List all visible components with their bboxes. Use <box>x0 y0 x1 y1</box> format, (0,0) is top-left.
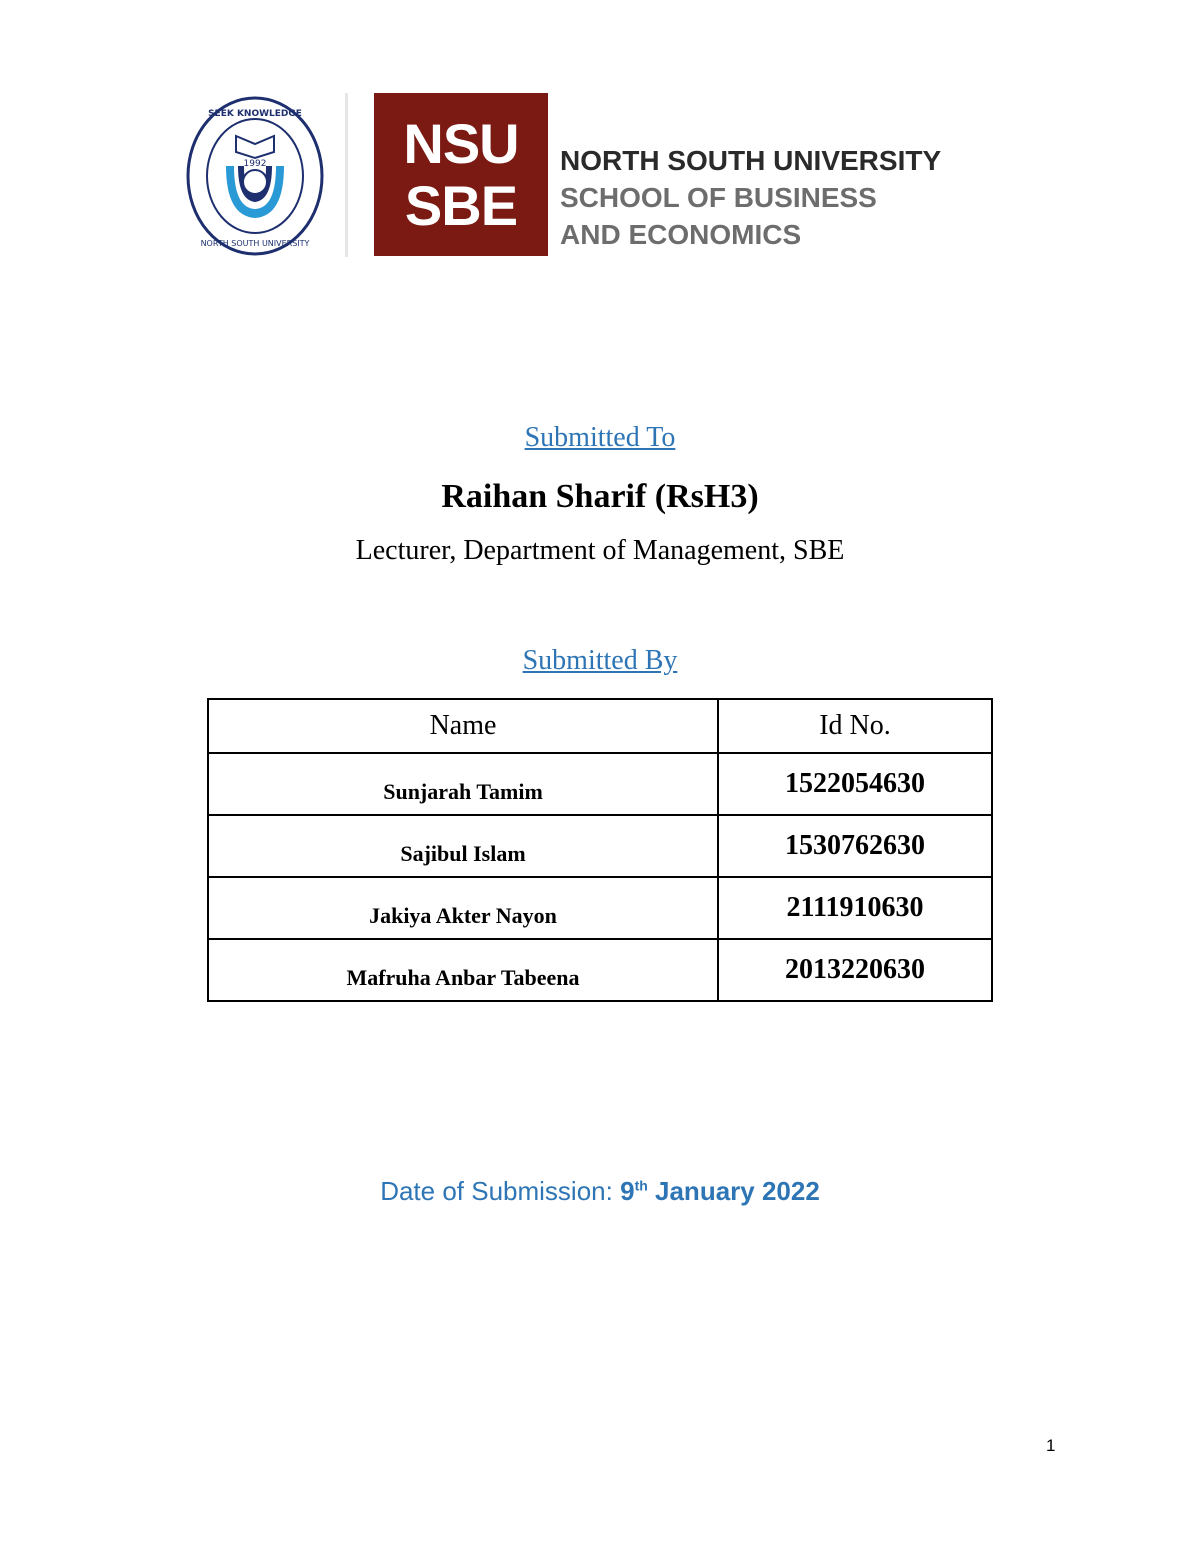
logo-line-nsu: NSU <box>403 111 519 175</box>
table-row <box>208 753 992 815</box>
date-month-year: January 2022 <box>655 1176 820 1206</box>
svg-text:NORTH SOUTH UNIVERSITY: NORTH SOUTH UNIVERSITY <box>200 239 310 248</box>
member-id: 1530762630 <box>785 830 925 861</box>
column-header-id: Id No. <box>718 699 992 753</box>
table-row <box>208 939 992 1001</box>
table-header-row <box>208 699 992 753</box>
submission-date <box>0 1176 1200 1207</box>
member-name: Sajibul Islam <box>400 841 526 866</box>
column-header-name: Name <box>208 699 718 753</box>
nsu-seal-logo <box>186 96 324 256</box>
submitted-to-heading: Submitted To <box>524 422 676 453</box>
recipient-role: Lecturer, Department of Management, SBE <box>355 535 845 566</box>
page-number: 1 <box>1046 1436 1056 1455</box>
recipient-name: Raihan Sharif (RsH3) <box>441 478 759 515</box>
school-name-line1: SCHOOL OF BUSINESS <box>560 182 877 213</box>
member-name: Jakiya Akter Nayon <box>369 903 557 928</box>
logo-line-sbe: SBE <box>404 173 518 237</box>
member-id: 2013220630 <box>785 954 925 985</box>
date-suffix: th <box>634 1177 648 1194</box>
date-label: Date of Submission: <box>380 1176 613 1206</box>
members-table <box>207 698 993 1002</box>
member-id: 2111910630 <box>786 892 924 923</box>
member-name: Mafruha Anbar Tabeena <box>346 965 580 990</box>
nsu-sbe-logo <box>374 93 548 256</box>
school-name-line2: AND ECONOMICS <box>560 219 802 250</box>
school-name-block <box>560 143 941 253</box>
logo-divider <box>345 93 348 257</box>
table-row <box>208 815 992 877</box>
date-day: 9 <box>620 1176 635 1206</box>
svg-text:1992: 1992 <box>243 159 267 169</box>
svg-text:SEEK KNOWLEDGE: SEEK KNOWLEDGE <box>208 109 302 119</box>
member-name: Sunjarah Tamim <box>383 779 543 804</box>
submitted-by-heading: Submitted By <box>522 645 678 676</box>
member-id: 1522054630 <box>785 768 925 799</box>
university-name: NORTH SOUTH UNIVERSITY <box>560 145 942 176</box>
table-row <box>208 877 992 939</box>
